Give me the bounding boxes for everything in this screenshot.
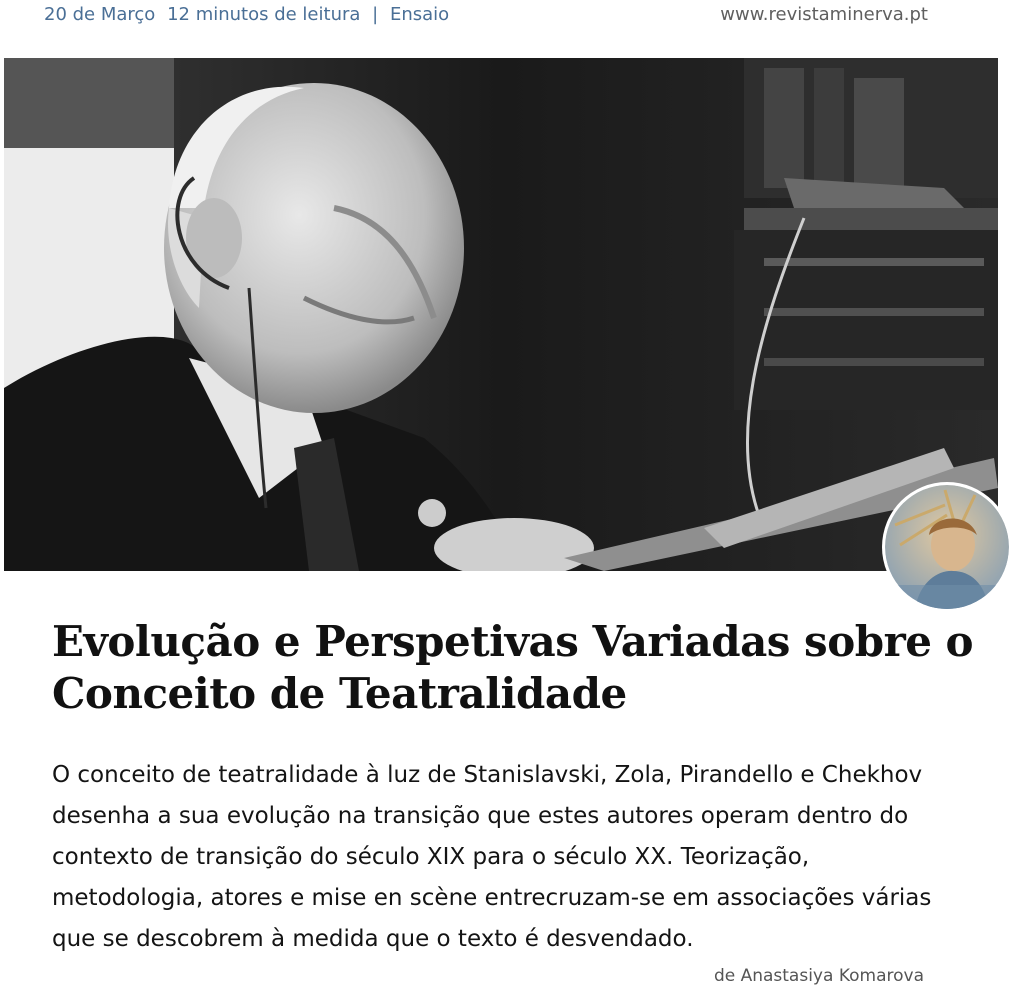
reading-time: 12 minutos de leitura bbox=[167, 4, 361, 25]
meta-separator: | bbox=[372, 4, 379, 25]
article-title[interactable]: Evolução e Perspetivas Variadas sobre o Conceito de Teatralidade bbox=[52, 617, 974, 718]
site-url[interactable]: www.revistaminerva.pt bbox=[720, 4, 928, 25]
author-avatar[interactable] bbox=[885, 485, 1009, 609]
portrait-avatar-icon bbox=[885, 485, 1009, 609]
article-summary: O conceito de teatralidade à luz de Stanislavski, Zola, Pirandello e Chekhov desenha a sua evolução na transição que estes autores operam dentro do contexto de transição do século XIX para o século XX. Teorização, metodologia, atores e mise en scène entrecruzam-se em associações várias que se descobrem à medida que o texto é desvendado. bbox=[52, 762, 932, 952]
hero-image bbox=[4, 58, 998, 571]
article-meta bbox=[44, 4, 455, 25]
article-meta-bar bbox=[0, 0, 1024, 40]
publish-date: 20 de Março bbox=[44, 4, 156, 25]
category-link[interactable]: Ensaio bbox=[389, 4, 450, 25]
photo-placeholder-icon bbox=[4, 58, 998, 571]
article-author[interactable]: de Anastasiya Komarova bbox=[713, 966, 924, 986]
